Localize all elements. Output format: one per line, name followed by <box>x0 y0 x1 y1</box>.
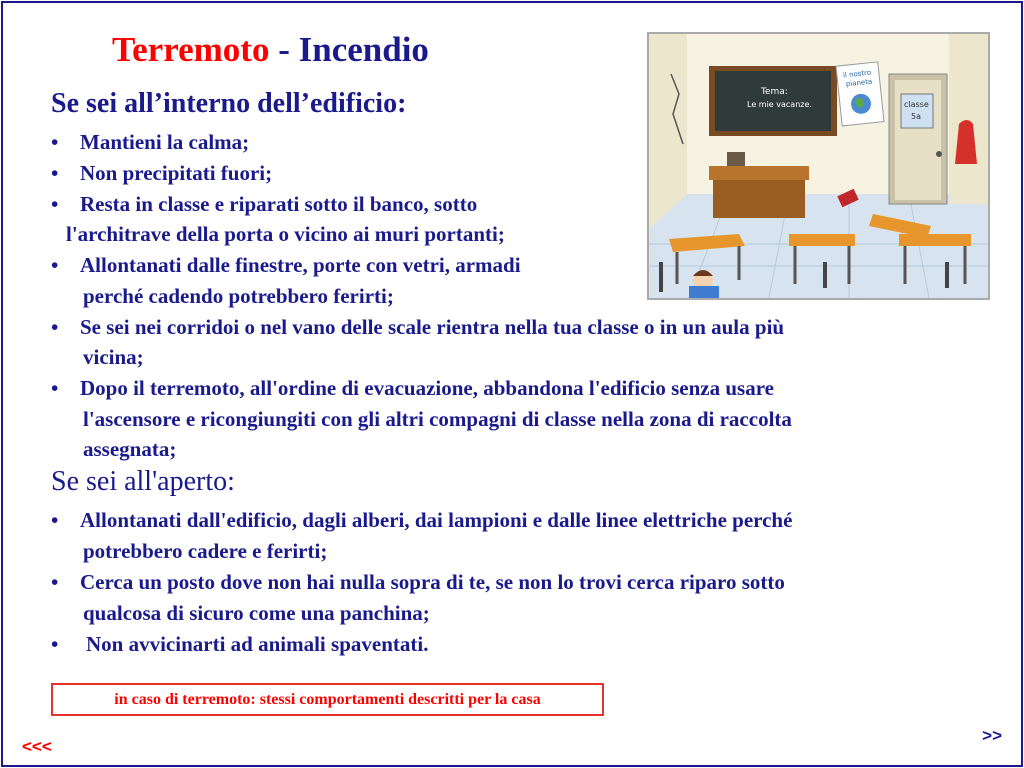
blackboard <box>709 66 837 136</box>
bullet-marker: • <box>51 253 59 277</box>
indoor-item-6-cont: l'ascensore e ricongiungiti con gli altri compagni di classe nella zona di raccolta <box>83 407 792 431</box>
bullet-marker: • <box>51 192 59 216</box>
bullet-marker: • <box>51 632 59 656</box>
earthquake-note: in caso di terremoto: stessi comportamenti descritti per la casa <box>51 683 604 716</box>
classroom-door <box>889 74 947 204</box>
bullet-marker: • <box>51 508 59 532</box>
indoor-item-3: Resta in classe e riparati sotto il banco, sotto <box>80 192 478 216</box>
indoor-item-5-cont: vicina; <box>83 345 144 369</box>
next-slide-link[interactable]: >> <box>982 726 1002 745</box>
outdoor-item-2-cont: qualcosa di sicuro come una panchina; <box>83 601 430 625</box>
previous-slide-link[interactable]: <<< <box>22 737 52 756</box>
outdoor-item-1-cont: potrebbero cadere e ferirti; <box>83 539 328 563</box>
slide-title <box>112 30 429 70</box>
door-text-1: classe <box>904 100 929 109</box>
outdoor-item-3: Non avvicinarti ad animali spaventati. <box>86 632 429 656</box>
indoor-heading: Se sei all’interno dell’edificio: <box>51 88 407 119</box>
indoor-item-4: Allontanati dalle finestre, porte con vetri, armadi <box>80 253 521 277</box>
bullet-marker: • <box>51 315 59 339</box>
title-fire: - Incendio <box>278 30 429 69</box>
outdoor-item-1: Allontanati dall'edificio, dagli alberi, dai lampioni e dalle linee elettriche perché <box>80 508 793 532</box>
bullet-marker: • <box>51 130 59 154</box>
bullet-marker: • <box>51 376 59 400</box>
door-text-2: 5a <box>911 112 921 121</box>
title-earthquake: Terremoto <box>112 30 270 69</box>
indoor-item-2: Non precipitati fuori; <box>80 161 273 185</box>
indoor-item-4-cont: perché cadendo potrebbero ferirti; <box>83 284 394 308</box>
poster-text-2: pianeta <box>845 77 873 89</box>
indoor-item-5: Se sei nei corridoi o nel vano delle scale rientra nella tua classe o in un aula più <box>80 315 785 339</box>
board-text-2: Le mie vacanze. <box>747 100 812 109</box>
classroom-illustration <box>647 32 990 300</box>
bullet-marker: • <box>51 570 59 594</box>
indoor-item-6: Dopo il terremoto, all'ordine di evacuazione, abbandona l'edificio senza usare <box>80 376 774 400</box>
indoor-item-6-cont2: assegnata; <box>83 437 177 461</box>
outdoor-heading: Se sei all'aperto: <box>51 466 235 497</box>
poster-text-1: il nostro <box>842 68 872 80</box>
poster <box>836 62 884 126</box>
board-text-1: Tema: <box>761 87 788 97</box>
outdoor-item-2: Cerca un posto dove non hai nulla sopra di te, se non lo trovi cerca riparo sotto <box>80 570 785 594</box>
bullet-marker: • <box>51 161 59 185</box>
indoor-item-1: Mantieni la calma; <box>80 130 250 154</box>
classroom-drawing <box>649 34 988 298</box>
indoor-item-3-cont: l'architrave della porta o vicino ai muri portanti; <box>66 222 505 246</box>
